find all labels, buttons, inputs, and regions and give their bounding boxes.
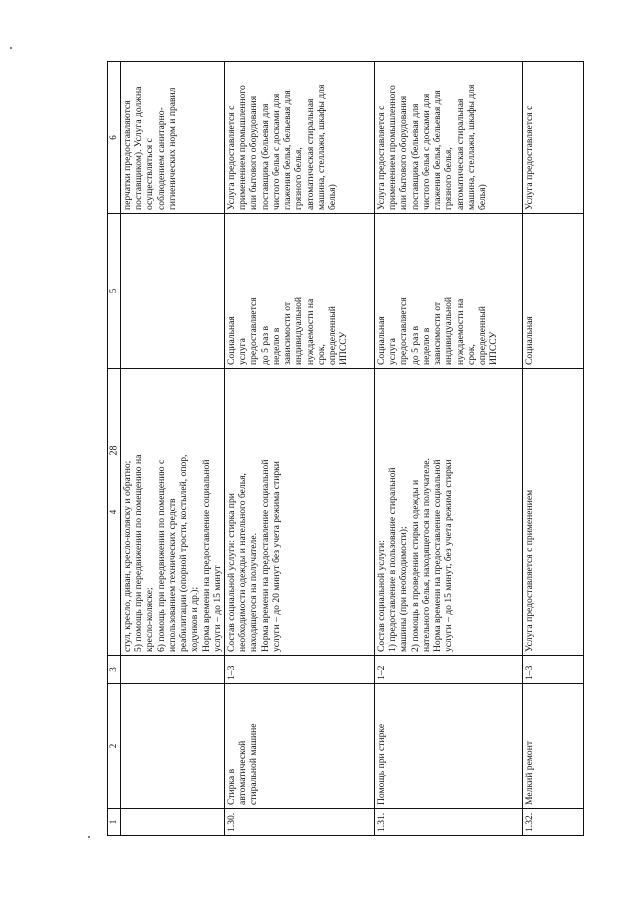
service-name-cell (374, 684, 522, 809)
cell-text-line: Норма времени на предоставление социальной (259, 459, 271, 652)
conditions-cell (522, 62, 583, 214)
cell-text-line: находящегося на получателе. (248, 533, 260, 652)
period-cell: 1–2 (374, 656, 522, 684)
cell-text-line: перчатки предоставляются (122, 100, 133, 210)
cell-text-line: машина, стеллажи, шкафы для (315, 84, 327, 210)
cell-text-line: кресло-коляске; (144, 587, 156, 652)
cell-text-line: чистого белья с досками для (270, 93, 282, 210)
header-col-6: 6 (108, 62, 121, 214)
services-table (107, 61, 584, 836)
cell-text-line: услуга (237, 338, 249, 365)
period-cell: 1–3 (522, 656, 583, 684)
cell-text-line: машина, стеллажи, шкафы для (465, 84, 477, 210)
cell-text-line: глажения белья, бельевая для (282, 90, 294, 210)
cell-text-line: грязного белья, (443, 147, 455, 210)
cell-text-line: 6) помощь при передвижении по помещению с (155, 459, 167, 652)
row-number-cell: 1.30. (224, 809, 374, 836)
cell-text-line: Услуга предоставляется с (375, 105, 387, 210)
cell-text-line: грязного белья, (293, 147, 305, 210)
cell-text-line: услуга (387, 338, 399, 365)
cell-text-line: Мелкий ремонт (523, 740, 535, 805)
frequency-cell (522, 214, 583, 369)
frequency-cell (374, 214, 522, 369)
service-content-cell (224, 369, 374, 656)
cell-text-line: поставщика (бельевая для (259, 103, 271, 210)
frequency-cell (224, 214, 374, 369)
cell-text-line: нательного белья, находящегося на получателе. (420, 458, 432, 652)
cell-text-line: 1) предоставление в пользование стиральной (387, 467, 399, 652)
cell-text-line: неделю в (420, 327, 432, 365)
cell-text-line: автоматической (237, 740, 249, 805)
cell-text-line: гигиенических норм и правил (166, 87, 178, 210)
cell-text-line: или бытового оборудования (398, 95, 410, 210)
table-row (121, 62, 225, 836)
service-content-cell (522, 369, 583, 656)
service-name-cell (121, 684, 225, 809)
header-row (108, 62, 121, 836)
cell-text-line: Состав социальной услуги: стирка при (225, 493, 237, 652)
service-name-cell (224, 684, 374, 809)
cell-text-line: срок, (465, 344, 477, 365)
cell-text-line: соблюдением санитарно- (155, 107, 167, 210)
page-number: 28 (108, 445, 120, 456)
cell-text-line: ИПССУ (338, 331, 350, 365)
cell-text-line: Норма времени на предоставление социальной (200, 459, 212, 652)
period-cell: 1–3 (224, 656, 374, 684)
cell-text-line: предоставляется (398, 297, 410, 365)
cell-text-line: ходунков и др.); (189, 586, 201, 652)
header-col-1: 1 (108, 809, 121, 836)
cell-text-line: реабилитации (опорной трости, костылей, опор, (178, 454, 190, 652)
cell-text-line: осуществляться с (144, 138, 156, 210)
cell-text-line: до 5 раз в (409, 325, 421, 365)
scan-speck (10, 47, 12, 49)
cell-text-line: определенный (476, 306, 488, 365)
cell-text-line: Услуга предоставляется с применением (523, 489, 535, 652)
rotated-table-wrapper (107, 62, 584, 836)
cell-text-line: автоматическая стиральная (454, 98, 466, 210)
period-cell (121, 656, 225, 684)
cell-text-line: поставщика (бельевая для (409, 103, 421, 210)
cell-text-line: белья) (326, 184, 338, 210)
cell-text-line: необходимости одежды и нательного белья, (237, 473, 249, 652)
frequency-cell (121, 214, 225, 369)
cell-text-line: применением промышленного (387, 85, 399, 210)
conditions-cell (224, 62, 374, 214)
cell-text-line: стул, кресло, диван, кресло-коляску и обратно; (122, 460, 133, 652)
cell-text-line: глажения белья, бельевая для (432, 90, 444, 210)
row-number-cell (121, 809, 225, 836)
cell-text-line: Помощь при стирке (375, 723, 387, 805)
cell-text-line: услуги – до 15 минут, без учета режима стирки (443, 459, 455, 652)
header-col-4: 4 (108, 369, 121, 656)
cell-text-line: поставщиком). Услуга должна (133, 86, 145, 210)
cell-text-line: Услуга предоставляется с (523, 105, 535, 210)
cell-text-line: применением промышленного (237, 85, 249, 210)
cell-text-line: определенный (326, 306, 338, 365)
cell-text-line: услуги – до 20 минут без учета режима стирки (270, 461, 282, 652)
header-col-5: 5 (108, 214, 121, 369)
cell-text-line: Услуга предоставляется с (225, 105, 237, 210)
cell-text-line: Социальная (375, 316, 387, 365)
cell-text-line: машины (при необходимости); (398, 526, 410, 652)
cell-text-line: или бытового оборудования (248, 95, 260, 210)
cell-text-line: 5) помощь при передвижении по помещению на (133, 454, 145, 652)
cell-text-line: Социальная (225, 316, 237, 365)
conditions-cell (374, 62, 522, 214)
cell-text-line: нуждаемости на (304, 298, 316, 365)
cell-text-line: неделю в (270, 327, 282, 365)
header-col-2: 2 (108, 684, 121, 809)
service-content-cell (374, 369, 522, 656)
table-row (522, 62, 583, 836)
cell-text-line: 2) помощь в проведении стирки одежды и (409, 479, 421, 652)
row-number-cell: 1.32. (522, 809, 583, 836)
cell-text-line: использованием технических средств (166, 498, 178, 652)
cell-text-line: услуги – до 15 минут (211, 565, 223, 652)
cell-text-line: до 5 раз в (259, 325, 271, 365)
cell-text-line: зависимости от (432, 301, 444, 365)
cell-text-line: индивидуальной (293, 296, 305, 365)
conditions-cell (121, 62, 225, 214)
cell-text-line: Состав социальной услуги: (375, 540, 387, 652)
header-col-3: 3 (108, 656, 121, 684)
cell-text-line: нуждаемости на (454, 298, 466, 365)
service-name-cell (522, 684, 583, 809)
row-number-cell: 1.31. (374, 809, 522, 836)
cell-text-line: Социальная (523, 316, 535, 365)
cell-text-line: стиральной машине (248, 723, 260, 805)
cell-text-line: срок, (315, 344, 327, 365)
cell-text-line: предоставляется (248, 297, 260, 365)
cell-text-line: Стирка в (225, 768, 237, 805)
cell-text-line: индивидуальной (443, 296, 455, 365)
service-content-cell (121, 369, 225, 656)
cell-text-line: чистого белья с досками для (420, 93, 432, 210)
table-row (224, 62, 374, 836)
cell-text-line: автоматическая стиральная (304, 98, 316, 210)
cell-text-line: ИПССУ (488, 331, 500, 365)
cell-text-line: белья) (476, 184, 488, 210)
cell-text-line: зависимости от (282, 301, 294, 365)
scan-speck (88, 836, 90, 838)
cell-text-line: Норма времени на предоставление социальной (432, 459, 444, 652)
table-row (374, 62, 522, 836)
